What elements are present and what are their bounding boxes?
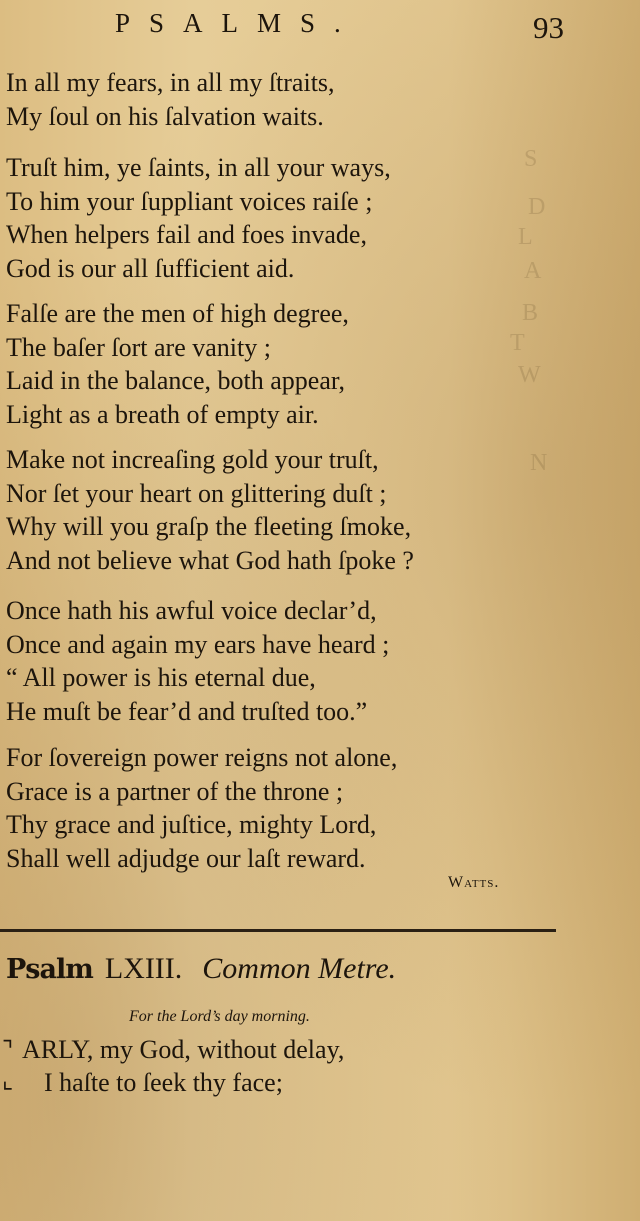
verse-line: Once and again my ears have heard ; <box>6 629 390 659</box>
author-attribution: Watts. <box>448 874 500 891</box>
verse-line: Make not increaſing gold your truſt, <box>6 445 379 474</box>
verse-line: In all my fears, in all my ſtraits, <box>6 68 335 97</box>
verse-line: Thy grace and juſtice, mighty Lord, <box>6 810 377 839</box>
verse-line: God is our all ſufficient aid. <box>6 253 295 283</box>
show-through-letter: A <box>524 258 542 284</box>
show-through-letter: T <box>510 330 525 356</box>
verse-line: ARLY, my God, without delay, <box>22 1035 345 1064</box>
verse-line: Why will you graſp the fleeting ſmoke, <box>6 512 412 541</box>
psalm-metre: Common Metre. <box>202 952 397 985</box>
verse-line: Laid in the balance, both appear, <box>6 366 345 395</box>
psalm-label: Psalm <box>6 954 93 985</box>
drop-cap-fragment: ⌞ <box>2 1068 14 1094</box>
stanza <box>6 443 566 577</box>
show-through-letter: B <box>522 300 539 326</box>
verse-line: Nor ſet your heart on glittering duſt ; <box>6 478 387 508</box>
verse-line: The baſer ſort are vanity ; <box>6 332 271 362</box>
verse-line: Light as a breath of empty air. <box>6 399 319 429</box>
stanza <box>6 297 566 431</box>
verse-line: Truſt him, ye ſaints, in all your ways, <box>6 153 391 182</box>
verse-line: For ſovereign power reigns not alone, <box>6 743 398 772</box>
show-through-letter: N <box>530 450 548 476</box>
show-through-letter: W <box>518 362 541 388</box>
verse-line: Grace is a partner of the throne ; <box>6 776 344 806</box>
verse-line: My ſoul on his ſalvation waits. <box>6 101 324 131</box>
stanza <box>6 741 566 875</box>
page-number: 93 <box>533 10 564 45</box>
verse-line: When helpers fail and foes invade, <box>6 220 367 249</box>
show-through-letter: S <box>524 146 538 172</box>
stanza <box>6 151 566 285</box>
drop-cap-fragment: ⌝ <box>2 1038 14 1064</box>
verse-line: “ All power is his eternal due, <box>6 663 316 692</box>
stanza <box>6 594 566 728</box>
psalm-subtitle: For the Lord’s day morning. <box>129 1008 310 1025</box>
verse-line: Shall well adjudge our laſt reward. <box>6 843 366 873</box>
verse-line: Once hath his awful voice declar’d, <box>6 596 377 625</box>
verse-line: Falſe are the men of high degree, <box>6 299 349 328</box>
psalm-number: LXIII. <box>104 952 183 985</box>
verse-line: I haſte to ſeek thy face; <box>44 1068 283 1097</box>
section-divider <box>0 929 556 932</box>
show-through-letter: D <box>528 194 546 220</box>
verse-line: And not believe what God hath ſpoke ? <box>6 545 414 575</box>
show-through-letter: L <box>518 224 533 250</box>
verse-line: To him your ſuppliant voices raiſe ; <box>6 186 373 216</box>
stanza <box>6 66 566 133</box>
verse-line: He muſt be fear’d and truſted too.” <box>6 696 368 726</box>
running-title: PSALMS. <box>115 8 360 38</box>
psalm-heading <box>6 952 396 986</box>
